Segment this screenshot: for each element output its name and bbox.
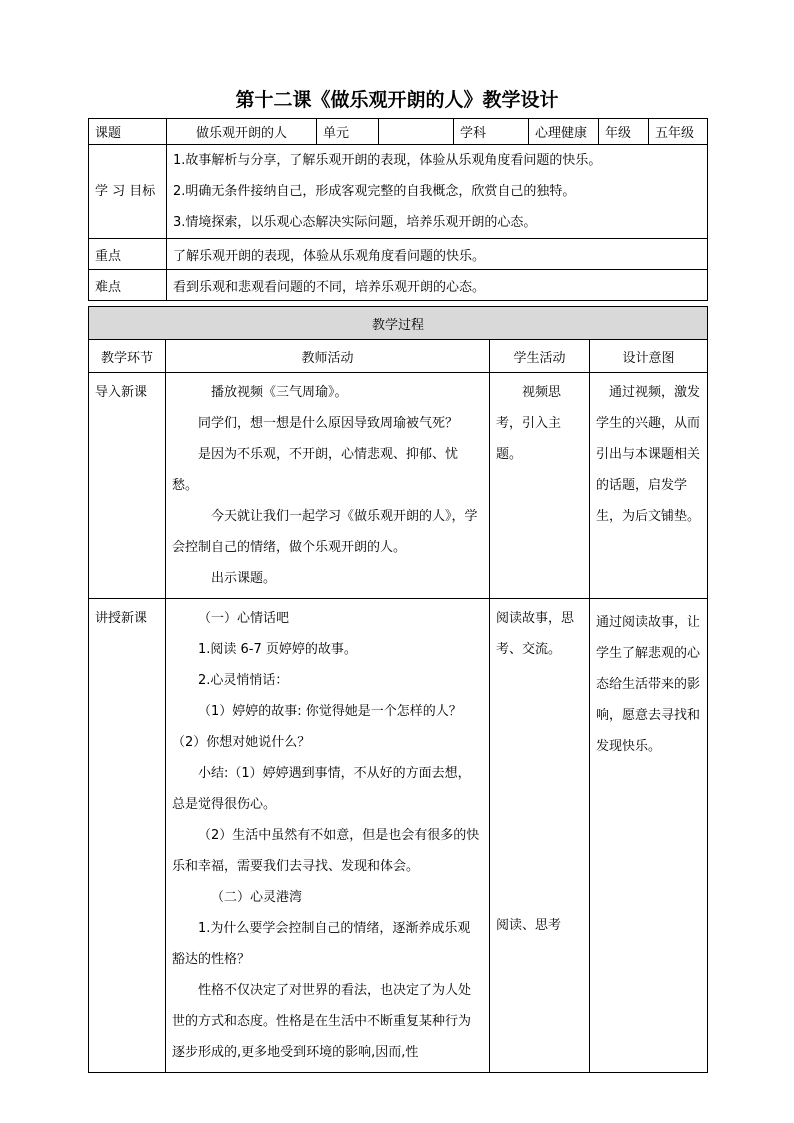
subject-label: 学科	[454, 119, 529, 145]
teacher-line: 是因为不乐观，不开朗，心情悲观、抑郁、忧愁。	[172, 447, 459, 493]
key-label: 重点	[89, 239, 167, 270]
key-value: 了解乐观开朗的表现，体验从乐观角度看问题的快乐。	[167, 239, 708, 270]
header-stage: 教学环节	[89, 340, 166, 373]
goal-item: 2.明确无条件接纳自己，形成客观完整的自我概念，欣赏自己的独特。	[173, 184, 576, 199]
table-row	[89, 373, 708, 599]
teacher-cell	[166, 373, 490, 599]
teacher-line: 2.心灵悄悄话：	[198, 673, 289, 688]
intent-line: 通过视频，激发学生的兴趣，从而引出与本课题相关的话题，启发学生，为后文铺垫。	[596, 385, 701, 524]
unit-value	[379, 119, 454, 145]
teacher-line: （2）生活中虽然有不如意，但是也会有很多的快乐和幸福，需要我们去寻找、发现和体会。	[172, 828, 480, 874]
intent-cell	[590, 373, 708, 599]
teacher-cell	[166, 599, 490, 1073]
header-teacher: 教师活动	[166, 340, 490, 373]
header-intent: 设计意图	[590, 340, 708, 373]
student-line: 阅读、思考	[496, 918, 562, 933]
lesson-label: 课题	[89, 119, 167, 145]
grade-value: 五年级	[649, 119, 708, 145]
process-band: 教学过程	[89, 307, 708, 340]
student-cell	[490, 373, 590, 599]
teacher-line: （2）你想对她说什么？	[172, 735, 311, 750]
lesson-value: 做乐观开朗的人	[167, 119, 317, 145]
stage-cell: 导入新课	[89, 373, 166, 599]
goal-item: 1.故事解析与分享，了解乐观开朗的表现，体验从乐观角度看问题的快乐。	[173, 153, 602, 168]
student-cell	[490, 599, 590, 1073]
stage-cell: 讲授新课	[89, 599, 166, 1073]
intent-cell	[590, 599, 708, 1073]
intent-line: 通过阅读故事，让学生了解悲观的心态给生活带来的影响，愿意去寻找和发现快乐。	[596, 615, 701, 754]
table-row	[89, 599, 708, 1073]
student-line: 阅读故事，思考、交流。	[496, 611, 575, 657]
unit-label: 单元	[317, 119, 379, 145]
student-line: 视频思考，引入主题。	[496, 385, 562, 462]
teacher-line: （1）婷婷的故事: 你觉得她是一个怎样的人？	[198, 704, 462, 719]
goals-list	[167, 145, 708, 239]
difficulty-value: 看到乐观和悲观看问题的不同，培养乐观开朗的心态。	[167, 270, 708, 301]
grade-label: 年级	[599, 119, 649, 145]
teacher-line: 小结:（1）婷婷遇到事情，不从好的方面去想，总是觉得很伤心。	[172, 766, 471, 812]
teacher-line: 播放视频《三气周瑜》。	[211, 385, 348, 400]
teacher-line: （二）心灵港湾	[211, 890, 303, 905]
lesson-info-table	[88, 118, 708, 301]
teacher-line: 同学们，想一想是什么原因导致周瑜被气死？	[198, 416, 459, 431]
difficulty-label: 难点	[89, 270, 167, 301]
header-student: 学生活动	[490, 340, 590, 373]
teacher-line: 出示课题。	[211, 571, 277, 586]
goals-label: 学 习 目标	[89, 145, 167, 239]
teacher-line: 1.阅读 6-7 页婷婷的故事。	[198, 642, 357, 657]
teacher-line: 性格不仅决定了对世界的看法，也决定了为人处世的方式和态度。性格是在生活中不断重复某种行为逐步形成的,更多地受到环境的影响,因而,性	[172, 983, 472, 1060]
goal-item: 3.情境探索，以乐观心态解决实际问题，培养乐观开朗的心态。	[173, 215, 537, 230]
teacher-line: 今天就让我们一起学习《做乐观开朗的人》，学会控制自己的情绪，做个乐观开朗的人。	[172, 509, 478, 555]
teaching-process-table	[88, 306, 708, 1073]
document-title: 第十二课《做乐观开朗的人》教学设计	[235, 89, 559, 111]
teacher-line: （一）心情话吧	[198, 611, 290, 626]
teacher-line: 1.为什么要学会控制自己的情绪，逐渐养成乐观豁达的性格？	[172, 921, 471, 967]
subject-value: 心理健康	[529, 119, 599, 145]
